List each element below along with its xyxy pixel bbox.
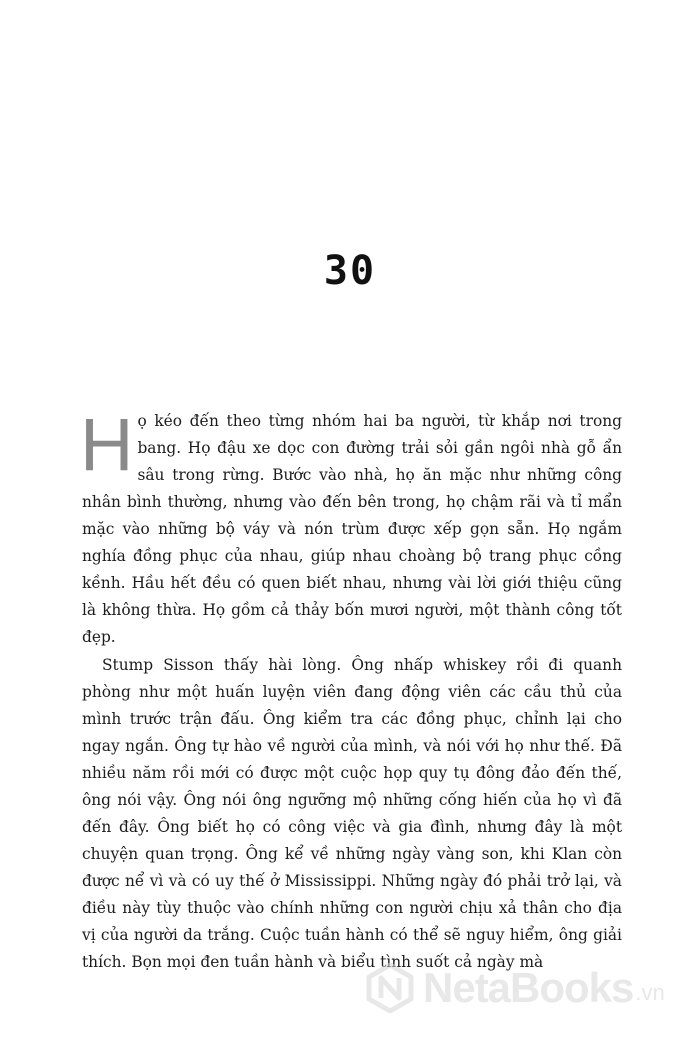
paragraph-2: Stump Sisson thấy hài lòng. Ông nhấp whiskey rồi đi quanh phòng như một huấn luyện viên đang động viên các cầu thủ của mình trước trận đấu. Ông kiểm tra các đồng phục, chỉnh lại cho ngay ngắn. Ông tự hào về người của mình, và nói với họ như thế. Đã nhiều năm rồi mới có được một cuộc họp quy tụ đông đảo đến thế, ông nói vậy. Ông nói ông ngưỡng mộ những cống hiến của họ vì đã đến đây. Ông biết họ có công việc và gia đình, nhưng đây là một chuyện quan trọng. Ông kể về những ngày vàng son, khi Klan còn được nể vì và có uy thế ở Mississippi. Những ngày đó phải trở lại, và điều này tùy thuộc vào chính những con người chịu xả thân cho địa vị của người da trắng. Cuộc tuần hành có thể sẽ nguy hiểm, ông giải thích. Bọn mọi đen tuần hành và biểu tình suốt cả ngày mà — [82, 656, 622, 971]
chapter-body — [80, 403, 622, 976]
watermark-text: NetaBooks — [423, 964, 634, 1011]
chapter-number: 30 — [323, 248, 377, 294]
netabooks-logo-icon — [365, 963, 415, 1013]
drop-cap: H — [80, 403, 134, 486]
paragraph-1-text: ọ kéo đến theo từng nhóm hai ba người, từ khắp nơi trong bang. Họ đậu xe dọc con đường trải sỏi gần ngôi nhà gỗ ẩn sâu trong rừng. Bước vào nhà, họ ăn mặc như những công nhân bình thường, nhưng vào đến bên trong, họ chậm rãi và tỉ mẩn mặc vào những bộ váy và nón trùm được xếp gọn sẵn. Họ ngắm nghía đồng phục của nhau, giúp nhau choàng bộ trang phục cồng kềnh. Hầu hết đều có quen biết nhau, nhưng vài lời giới thiệu cũng là không thừa. Họ gồm cả thảy bốn mươi người, một thành công tốt đẹp. — [82, 412, 622, 646]
watermark-suffix: .vn — [635, 980, 665, 1005]
watermark — [365, 963, 665, 1013]
paragraph-1 — [80, 403, 622, 651]
